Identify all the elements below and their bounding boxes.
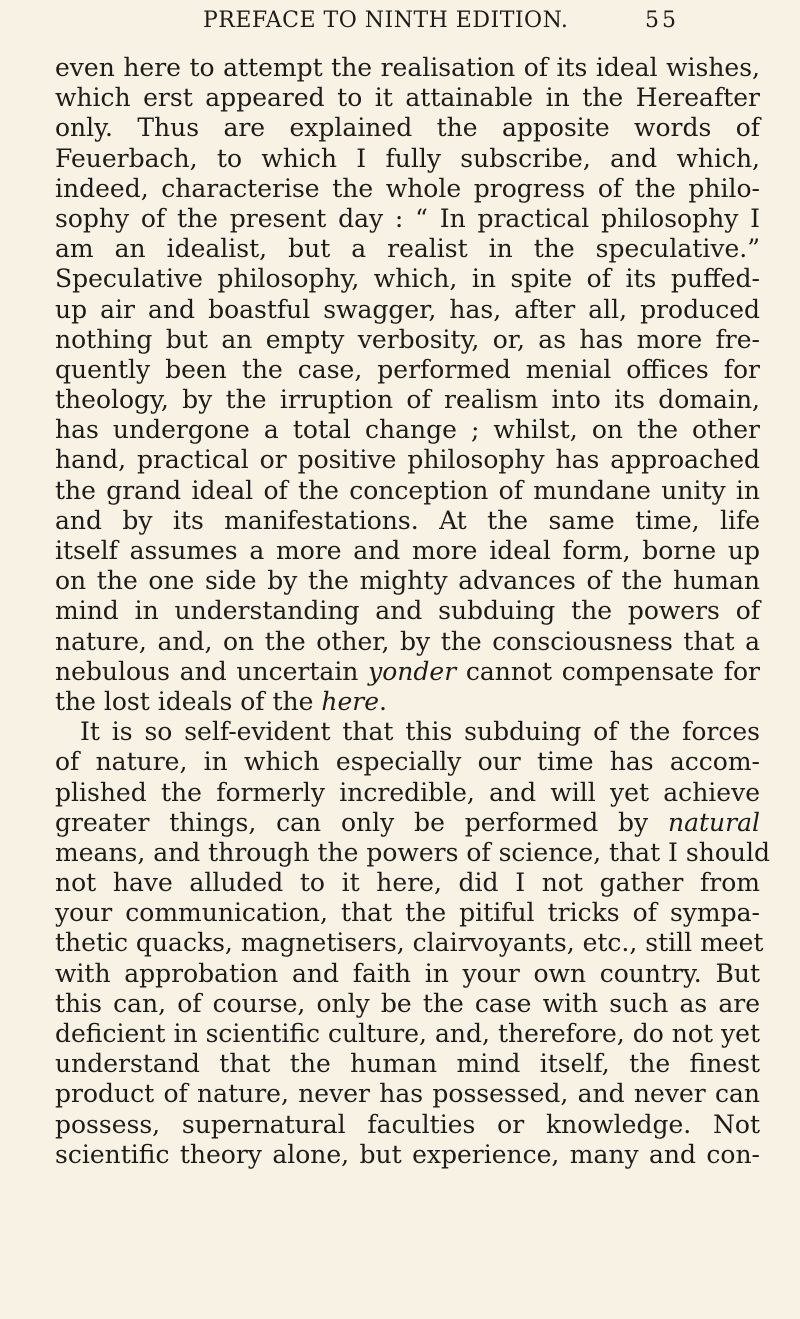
text-line: on the one side by the mighty advances of the human [55,566,760,596]
text-line: theology, by the irruption of realism into its domain, [55,385,760,415]
text-line: thetic quacks, magnetisers, clairvoyants, etc., still meet [55,928,764,958]
text-line: Speculative philosophy, which, in spite of its puffed- [55,264,760,294]
text-line: the grand ideal of the conception of mundane unity in [55,475,760,505]
text-line: nebulous and uncertain yonder cannot compensate for [55,656,760,686]
text-line: nothing but an empty verbosity, or, as has more fre- [55,324,760,354]
text-line: only. Thus are explained the apposite words of [55,113,760,143]
text-line: indeed, characterise the whole progress of the philo- [55,173,760,203]
text-line: mind in understanding and subduing the powers of [55,596,760,626]
text-line: sophy of the present day : “ In practical philosophy I [55,203,760,233]
page-number: 55 [645,8,679,33]
text-line: means, and through the powers of science, that I should [55,837,770,867]
text-line: deficient in scientific culture, and, therefore, do not yet [55,1019,760,1048]
text-line: this can, of course, only be the case with such as are [55,988,760,1018]
text-line: possess, supernatural faculties or knowledge. Not [55,1109,760,1139]
text-line: your communication, that the pitiful tricks of sympa- [55,898,760,928]
italic-word: here [321,686,380,716]
text-line: the lost ideals of the here. [55,686,387,716]
text-line: hand, practical or positive philosophy has approached [55,445,760,475]
paragraph-start-line: It is so self-evident that this subduing of the forces [80,717,760,747]
italic-word: natural [667,807,760,837]
text-line: greater things, can only be performed by natural [55,807,760,837]
italic-word: yonder [368,656,457,686]
text-line: plished the formerly incredible, and will yet achieve [55,777,760,807]
text-line: scientific theory alone, but experience, many and con- [55,1139,760,1169]
text-line: itself assumes a more and more ideal form, borne up [55,536,760,565]
text-line: which erst appeared to it attainable in the Hereafter [55,83,760,113]
text-line: not have alluded to it here, did I not gather from [55,868,760,898]
text-line: nature, and, on the other, by the consciousness that a [55,626,760,656]
text-line: Feuerbach, to which I fully subscribe, and which, [55,143,760,173]
text-line: quently been the case, performed menial offices for [55,354,760,384]
text-line: up air and boastful swagger, has, after all, produced [55,294,760,324]
text-line: with approbation and faith in your own country. But [55,958,760,988]
text-line: am an idealist, but a realist in the speculative.” [55,234,760,264]
text-line: understand that the human mind itself, the finest [55,1049,760,1079]
text-line: product of nature, never has possessed, and never can [55,1079,760,1109]
text-line: and by its manifestations. At the same time, life [55,505,760,535]
running-head-title: PREFACE TO NINTH EDITION. [203,8,569,33]
text-line: even here to attempt the realisation of its ideal wishes, [55,53,760,82]
text-line: has undergone a total change ; whilst, on the other [55,415,760,445]
body-text [55,53,770,1170]
text-line: of nature, in which especially our time has accom- [55,747,760,777]
running-head [0,8,800,38]
